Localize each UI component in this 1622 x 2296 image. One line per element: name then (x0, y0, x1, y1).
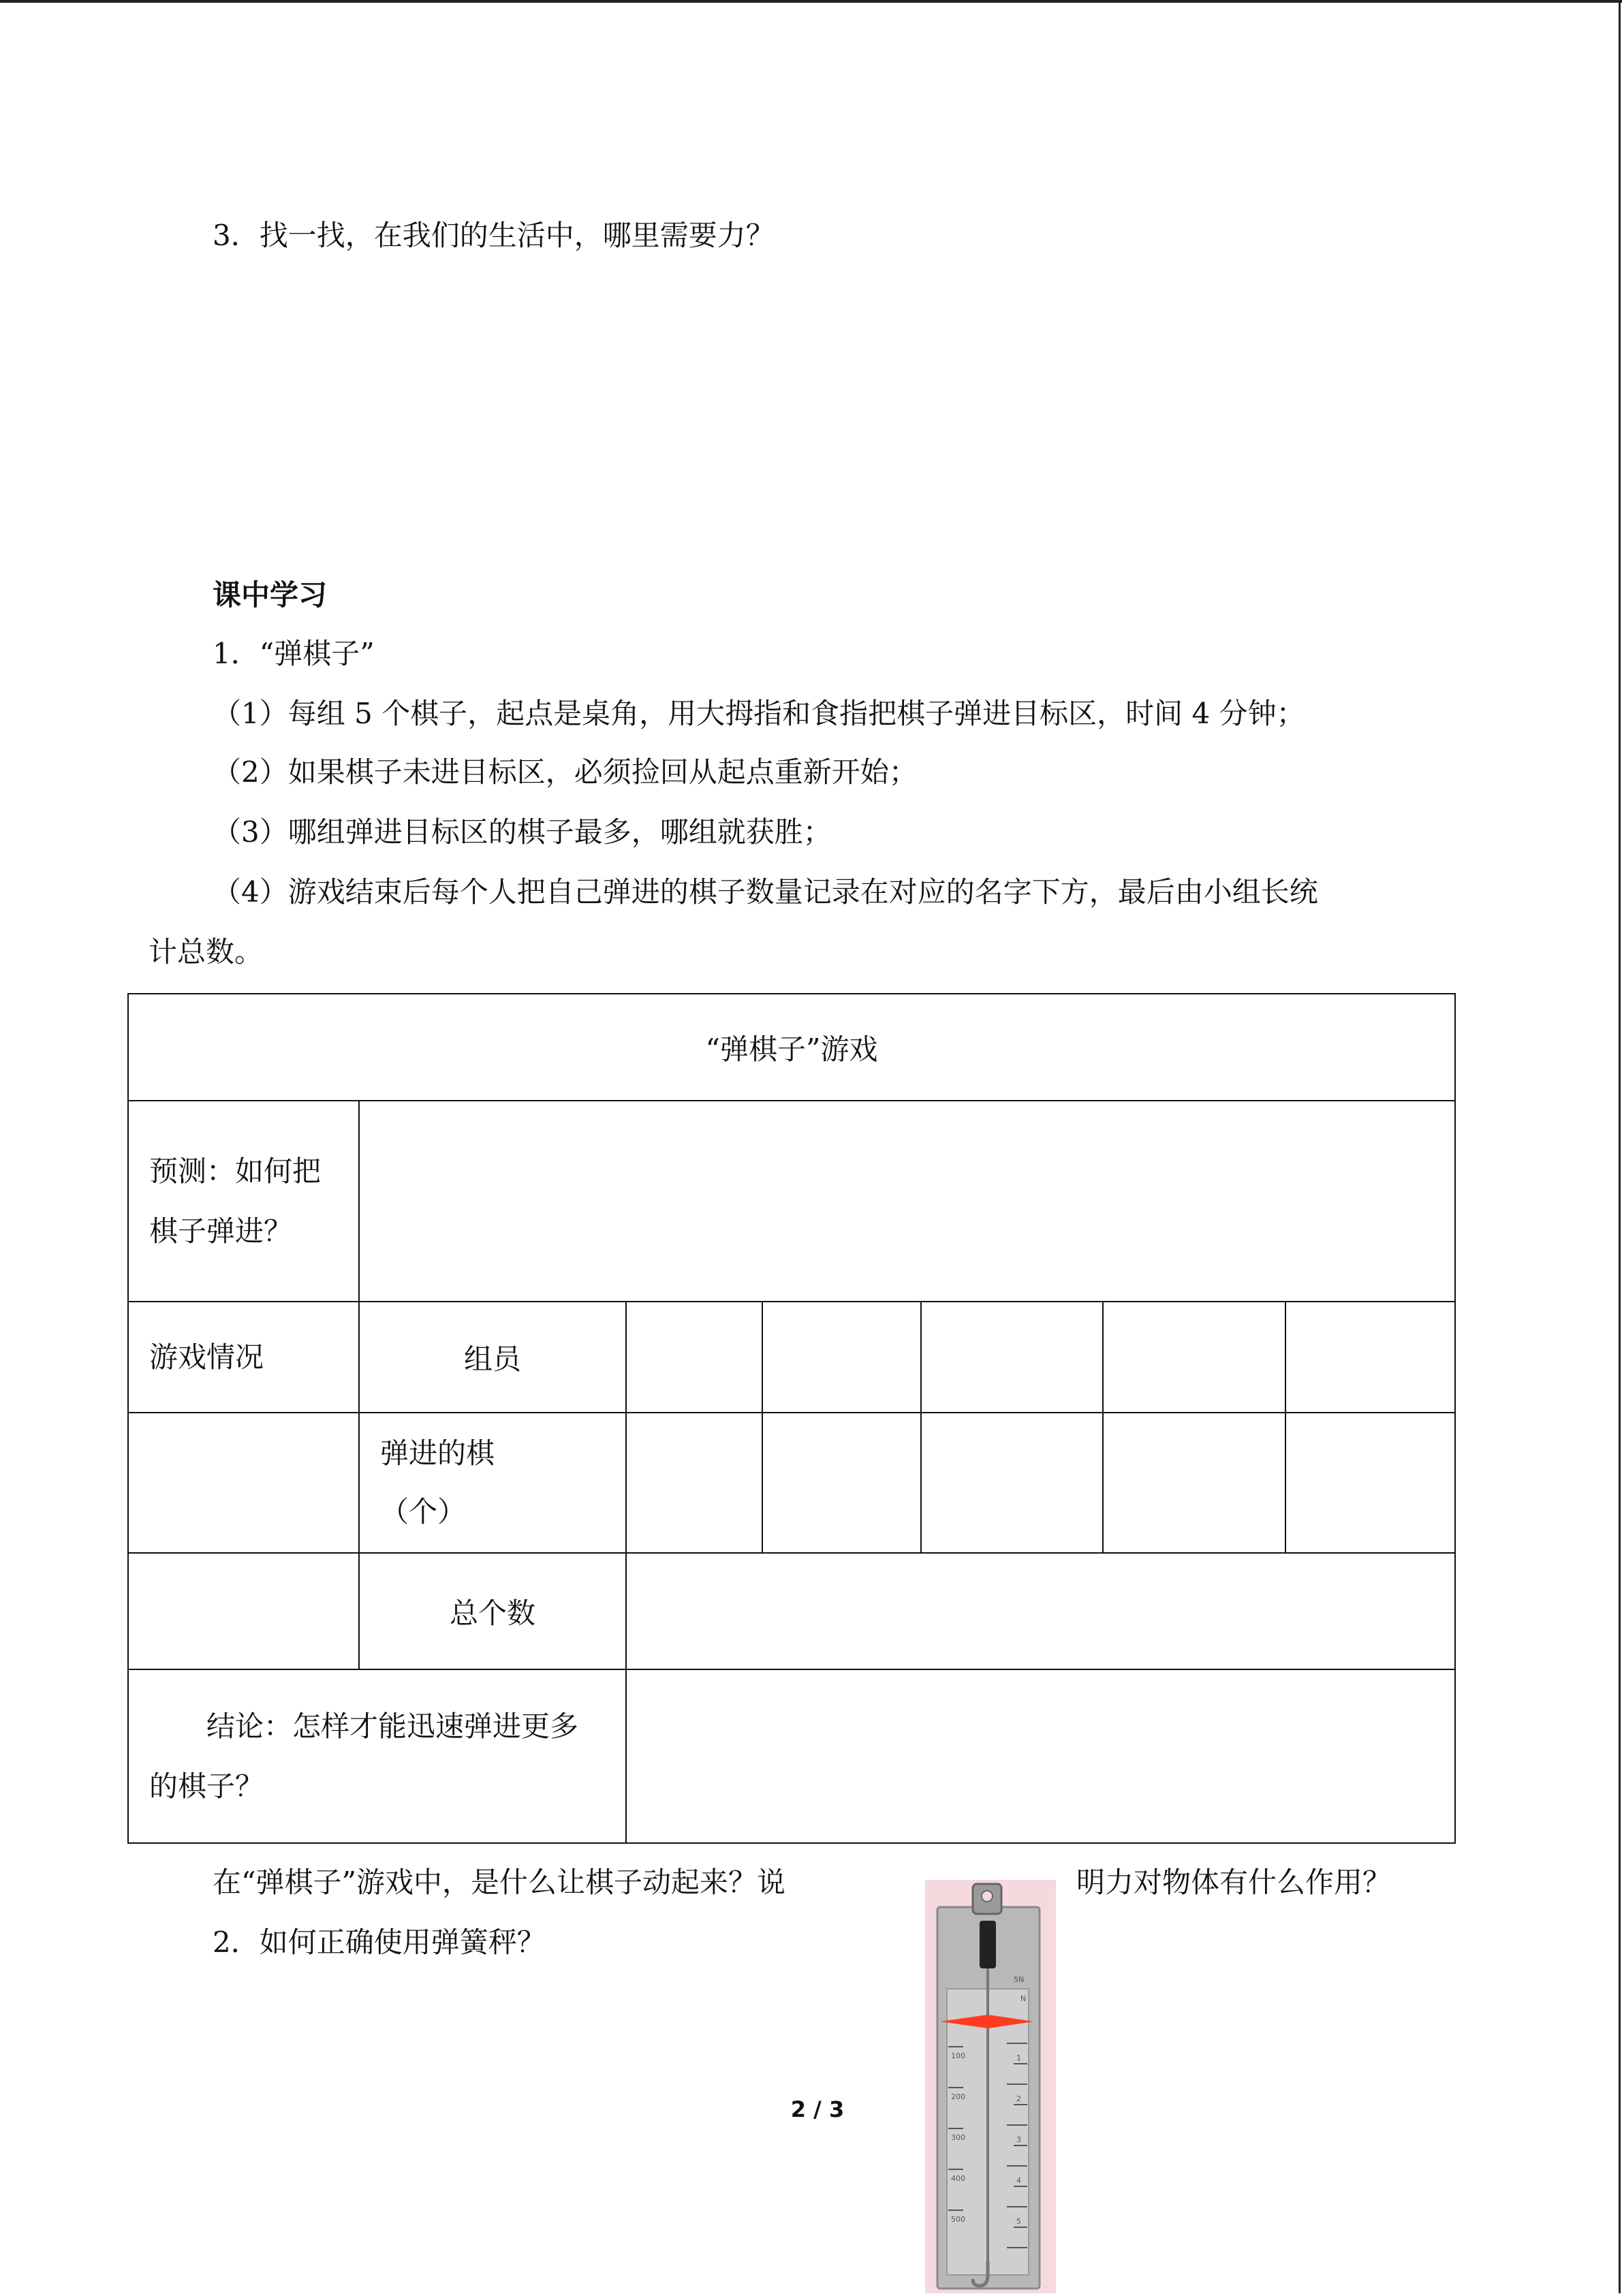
total-label: 总个数 (449, 1596, 535, 1630)
rule-4-line-2: 计总数。 (149, 935, 264, 969)
conclusion-row (128, 1669, 1455, 1843)
pieces-label-line-1: 弹进的棋 (380, 1436, 495, 1470)
pieces-count-cell (1285, 1413, 1455, 1553)
game-label-cell (128, 1302, 359, 1413)
member-cell (1103, 1302, 1285, 1413)
spring-scale-drawing (925, 1880, 1056, 2293)
members-label: 组员 (463, 1342, 521, 1376)
scale-n-5: 5 (1016, 2217, 1021, 2226)
pieces-count-cell (762, 1413, 921, 1553)
game-label: 游戏情况 (149, 1340, 264, 1374)
activity-1-title: 1．“弹棋子” (213, 637, 375, 670)
member-cell (1285, 1302, 1455, 1413)
conclusion-label-cell (128, 1669, 626, 1843)
force-question-right: 明力对物体有什么作用？ (1076, 1866, 1392, 1899)
scale-unit: N (1020, 1994, 1027, 2003)
member-cell (626, 1302, 762, 1413)
pieces-count-cell (1103, 1413, 1285, 1553)
empty-cell (128, 1413, 359, 1553)
table-title: “弹棋子”游戏 (705, 1032, 878, 1066)
scale-n-1: 1 (1016, 2054, 1021, 2062)
scale-n-4: 4 (1016, 2176, 1021, 2185)
page-number: 2 / 3 (790, 2096, 845, 2122)
total-row (128, 1553, 1455, 1669)
pieces-label-line-2: （个） (380, 1495, 467, 1528)
scale-tick-100: 100 (951, 2051, 965, 2060)
pieces-count-cell (921, 1413, 1103, 1553)
pieces-count-cell (626, 1413, 762, 1553)
prediction-label: 预测：如何把棋子弹进？ (149, 1154, 322, 1248)
prediction-row (128, 1101, 1455, 1302)
total-label-cell (359, 1553, 626, 1669)
scale-tick-500: 500 (951, 2215, 965, 2224)
page-right-border (1619, 0, 1621, 2293)
conclusion-answer-cell (626, 1669, 1455, 1843)
scale-tick-400: 400 (951, 2174, 965, 2183)
section-title: 课中学习 (213, 578, 328, 612)
conclusion-label: 结论：怎样才能迅速弹进更多的棋子？ (149, 1709, 579, 1803)
member-cell (762, 1302, 921, 1413)
scale-n-2: 2 (1016, 2094, 1021, 2103)
activity-2-title: 2．如何正确使用弹簧秤？ (213, 1925, 546, 1959)
table-title-row (128, 994, 1455, 1101)
scale-range: 5N (1014, 1975, 1025, 1984)
members-row (128, 1302, 1455, 1413)
game-record-table (127, 993, 1456, 1844)
prediction-answer-cell (359, 1101, 1455, 1302)
rule-2: （2）如果棋子未进目标区，必须捡回从起点重新开始； (213, 755, 918, 789)
scale-tick-300: 300 (951, 2133, 965, 2142)
page-top-border (0, 0, 1622, 3)
member-cell (921, 1302, 1103, 1413)
scale-tick-200: 200 (951, 2092, 965, 2101)
prediction-label-cell (128, 1101, 359, 1302)
force-question-left: 在“弹棋子”游戏中，是什么让棋子动起来？说 (213, 1866, 785, 1899)
scale-n-3: 3 (1016, 2135, 1021, 2144)
rule-4-line-1: （4）游戏结束后每个人把自己弹进的棋子数量记录在对应的名字下方，最后由小组长统 (213, 875, 1318, 909)
members-label-cell (359, 1302, 626, 1413)
total-value-cell (626, 1553, 1455, 1669)
spring-scale-image (925, 1880, 1056, 2293)
rule-3: （3）哪组弹进目标区的棋子最多，哪组就获胜； (213, 815, 832, 849)
pieces-label-cell (359, 1413, 626, 1553)
rule-1: （1）每组 5 个棋子，起点是桌角，用大拇指和食指把棋子弹进目标区，时间 4 分钟； (213, 697, 1305, 730)
pieces-row (128, 1413, 1455, 1553)
question-3: 3．找一找，在我们的生活中，哪里需要力？ (213, 219, 775, 252)
table-title-cell (128, 994, 1455, 1101)
empty-cell (128, 1553, 359, 1669)
